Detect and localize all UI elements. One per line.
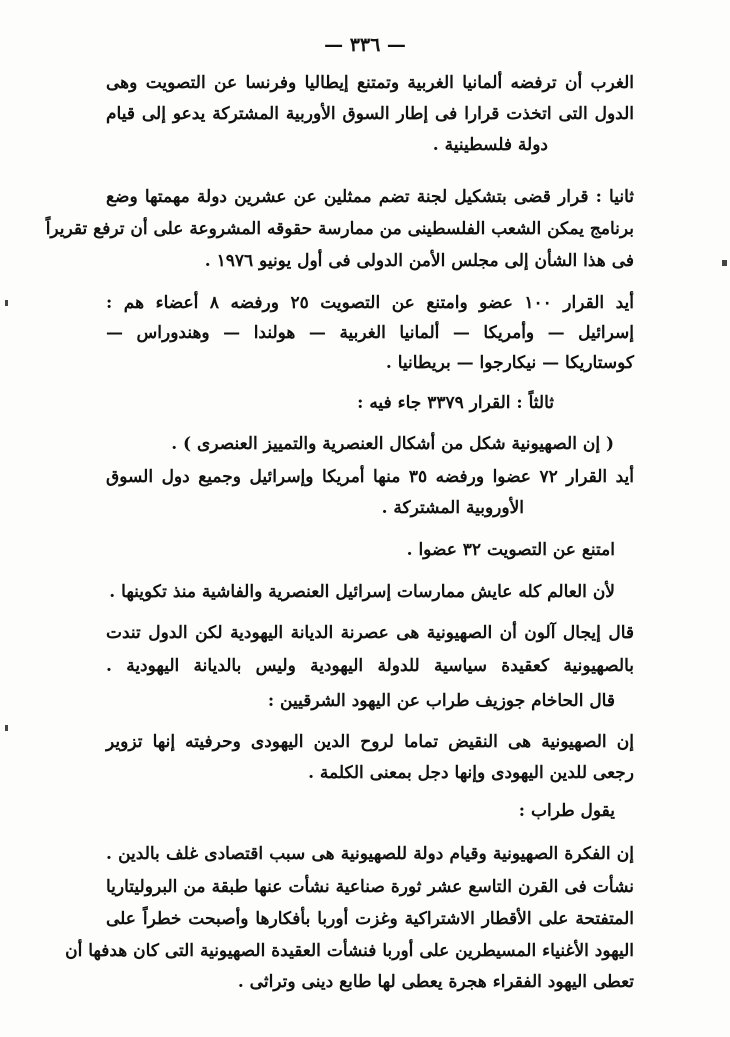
- text-line: أيد القرار ١٠٠ عضو وامتنع عن التصويت ٢٥ ورفضه ٨ أعضاء هم :: [106, 293, 634, 313]
- text-line: تعطى اليهود الفقراء هجرة يعطى لها طابع دينى وتراثى .: [237, 972, 634, 992]
- text-line: إن الفكرة الصهيونية وقيام دولة للصهيونية هى سبب اقتصادى غلف بالدين .: [106, 844, 634, 864]
- text-line: الدول التى اتخذت قرارا فى إطار السوق الأوربية المشتركة يدعو إلى قيام: [106, 104, 634, 124]
- scan-mark: [722, 260, 727, 266]
- text-line: نشأت فى القرن التاسع عشر ثورة صناعية نشأت عنها طبقة من البروليتاريا: [106, 877, 634, 897]
- text-line: اليهود الأغنياء المسيطرين على أوربا فنشأت العقيدة الصهيونية التى كان هدفها أن: [65, 941, 634, 961]
- text-line: أيد القرار ٧٢ عضوا ورفضه ٣٥ منها أمريكا وإسرائيل وجميع دول السوق: [106, 467, 634, 487]
- text-line: برنامج يمكن الشعب الفلسطينى من ممارسة حقوقه المشروعة على أن ترفع تقريراً: [45, 219, 634, 239]
- scan-mark: [5, 725, 8, 731]
- text-line: قال الحاخام جوزيف طراب عن اليهود الشرقيين :: [267, 691, 615, 711]
- text-line: إن الصهيونية هى النقيض تماما لروح الدين اليهودى وحرفيته إنها تزوير: [106, 732, 634, 752]
- text-line: ثانيا : قرار قضى بتشكيل لجنة تضم ممثلين عن عشرين دولة مهمتها وضع: [106, 187, 634, 207]
- scan-mark: [5, 300, 8, 306]
- text-line: بالصهيونية كعقيدة سياسية للدولة اليهودية وليس بالديانة اليهودية .: [106, 656, 634, 676]
- text-line: دولة فلسطينية .: [432, 135, 548, 155]
- text-line: قال إيجال آلون أن الصهيونية هى عصرنة الديانة اليهودية لكن الدول تندت: [106, 623, 634, 643]
- page-number: — ٣٣٦ —: [324, 34, 406, 56]
- text-line: ثالثاً : القرار ٣٣٧٩ جاء فيه :: [357, 393, 554, 413]
- text-line: لأن العالم كله عايش ممارسات إسرائيل العنصرية والفاشية منذ تكوينها .: [109, 582, 615, 602]
- text-line: ( إن الصهيونية شكل من أشكال العنصرية والتمييز العنصرى ) .: [171, 434, 614, 454]
- text-line: المتفتحة على الأقطار الاشتراكية وغزت أوربا بأفكارها وأصبحت خطراً على: [106, 909, 634, 929]
- text-line: رجعى للدين اليهودى وإنها دجل بمعنى الكلمة .: [308, 763, 634, 783]
- text-line: إسرائيل — وأمريكا — ألمانيا الغربية — هولندا — وهندوراس —: [106, 323, 634, 343]
- text-line: الأوروبية المشتركة .: [381, 498, 524, 518]
- text-line: فى هذا الشأن إلى مجلس الأمن الدولى فى أول يونيو ١٩٧٦ .: [204, 251, 634, 271]
- text-line: يقول طراب :: [518, 801, 615, 821]
- text-line: كوستاريكا — نيكارجوا — بريطانيا .: [385, 353, 634, 373]
- text-line: امتنع عن التصويت ٣٢ عضوا .: [406, 540, 615, 560]
- text-line: الغرب أن ترفضه ألمانيا الغربية وتمتنع إيطاليا وفرنسا عن التصويت وهى: [106, 73, 634, 93]
